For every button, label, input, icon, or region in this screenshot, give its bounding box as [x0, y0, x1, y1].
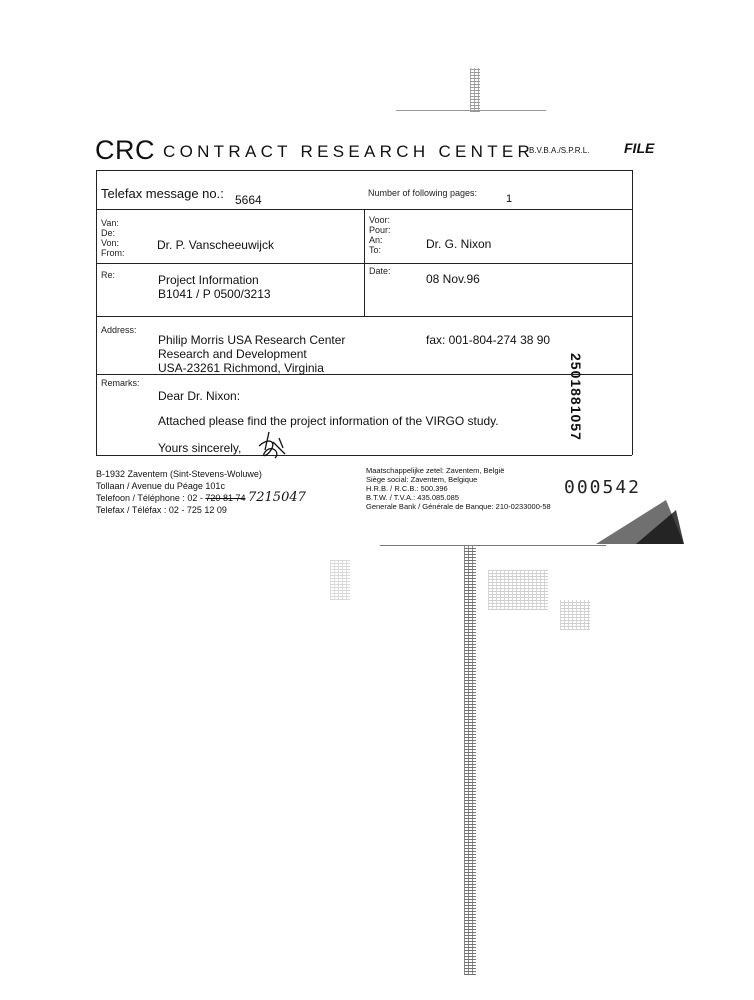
sender-name: Dr. P. Vanscheeuwijck — [157, 238, 274, 252]
date-label: Date: — [369, 266, 391, 276]
frame-top — [96, 170, 632, 171]
frame-left — [96, 170, 97, 455]
company-name: CONTRACT RESEARCH CENTER — [163, 142, 535, 161]
message-number-label: Telefax message no.: — [101, 186, 224, 201]
scan-line-footer — [380, 545, 606, 546]
file-stamp: FILE — [624, 140, 655, 156]
scan-noise-scatter-3 — [560, 600, 590, 630]
greeting: Dear Dr. Nixon: — [158, 389, 241, 403]
address-label: Address: — [101, 325, 137, 335]
re-label: Re: — [101, 270, 116, 280]
footer-phone-new: 7215047 — [247, 490, 306, 505]
from-labels: Van: De: Von: From: — [101, 218, 125, 258]
footer-phone-old: 720 81 74 — [205, 493, 246, 503]
remarks-label: Remarks: — [101, 378, 140, 388]
document-id: 2501881057 — [568, 353, 584, 441]
scan-noise-scatter-1 — [488, 570, 548, 610]
address-line-3: USA-23261 Richmond, Virginia — [158, 361, 324, 375]
legal-form: B.V.B.A./S.P.R.L. — [529, 146, 590, 155]
address-line-1: Philip Morris USA Research Center — [158, 333, 346, 347]
frame-right — [632, 170, 633, 455]
recipient-name: Dr. G. Nixon — [426, 237, 492, 251]
page-stamp: 000542 — [564, 477, 642, 498]
footer-hrb: H.R.B. / R.C.B.: 500.396 — [366, 484, 448, 493]
frame-bottom — [96, 455, 632, 456]
scan-corner-artifact — [596, 496, 686, 546]
footer-bank: Generale Bank / Générale de Banque: 210-0233000-58 — [366, 502, 551, 511]
footer-fax: Telefax / Téléfax : 02 - 725 12 09 — [96, 505, 227, 515]
footer-phone-label: Telefoon / Téléphone : 02 - — [96, 493, 206, 503]
subject-line-2: B1041 / P 0500/3213 — [158, 287, 271, 301]
address-line-2: Research and Development — [158, 347, 307, 361]
scan-line-top — [396, 110, 546, 111]
fax-number: fax: 001-804-274 38 90 — [426, 333, 551, 347]
message-number: 5664 — [235, 193, 262, 207]
scan-noise-top — [470, 68, 480, 112]
scan-noise-scatter-2 — [330, 560, 350, 600]
footer-address-1: B-1932 Zaventem (Sint-Stevens-Woluwe) — [96, 469, 262, 479]
body-text: Attached please find the project information of the VIRGO study. — [158, 414, 499, 428]
footer-phone — [96, 490, 306, 505]
following-pages-label: Number of following pages: — [368, 188, 478, 198]
row-divider-3 — [96, 316, 632, 317]
date-value: 08 Nov.96 — [426, 272, 480, 286]
following-pages: 1 — [506, 193, 513, 205]
closing: Yours sincerely, — [158, 441, 242, 455]
footer-vat: B.T.W. / T.V.A.: 435.085.085 — [366, 493, 459, 502]
column-divider — [364, 209, 365, 316]
subject-line-1: Project Information — [158, 273, 259, 287]
scan-noise-vertical — [464, 545, 476, 975]
footer-siege-social: Siège social: Zaventem, Belgique — [366, 475, 478, 484]
to-labels: Voor: Pour: An: To: — [369, 215, 391, 255]
footer-registered-office: Maatschappelijke zetel: Zaventem, België — [366, 466, 505, 475]
company-logo: CRC — [95, 135, 155, 165]
footer-address-2: Tollaan / Avenue du Péage 101c — [96, 481, 225, 491]
signature-graphic — [255, 428, 300, 464]
